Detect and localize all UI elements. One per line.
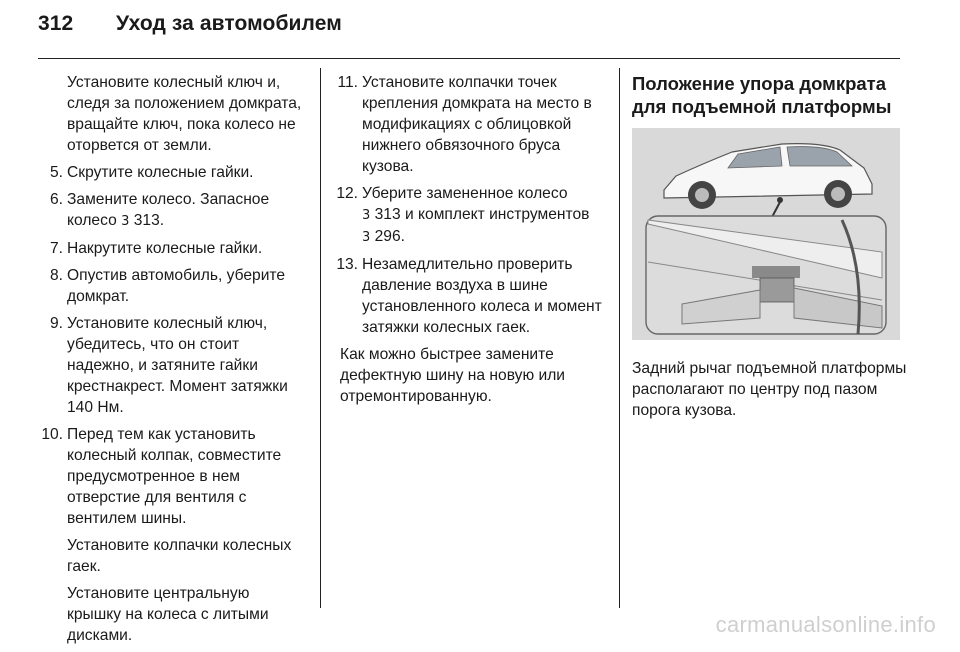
step-number: 13. (336, 256, 358, 273)
list-item (38, 238, 306, 259)
header-rule (38, 58, 900, 59)
step-text: Уберите замененное колесо (362, 185, 568, 202)
page-ref-icon: 3 (362, 230, 371, 245)
note-paragraph: Как можно быстрее замените дефектную шину на новую или отремонтированную. (340, 346, 565, 405)
list-item (38, 189, 306, 232)
step-number: 12. (336, 185, 358, 202)
step-text: Скрутите колесные гайки. (67, 164, 254, 181)
list-item (38, 313, 306, 418)
list-item (333, 183, 605, 248)
jack-position-illustration (632, 128, 900, 340)
step-number: 5. (49, 164, 63, 181)
page-number: 312 (38, 12, 74, 35)
intro-paragraph: Установите колесный ключ и, следя за положением домкрата, вращайте ключ, пока колесо не оторвется от земли. (67, 74, 302, 154)
page-ref-link[interactable]: 313. (133, 212, 165, 229)
watermark-text: carmanualsonline.info (715, 612, 936, 637)
step-text: Перед тем как установить колесный колпак, совместите предусмотренное в нем отверстие для вентиля с вентилем шины. (67, 426, 282, 527)
lift-detail-inset (646, 216, 886, 334)
step-text: Опустив автомобиль, уберите домкрат. (67, 267, 286, 305)
section-heading: Положение упора домкрата для подъемной платформы (632, 73, 892, 117)
figure-caption: Задний рычаг подъемной платформы располагают по центру под пазом порога кузова. (632, 360, 907, 419)
list-item (333, 254, 605, 338)
instruction-paragraph: Установите центральную крышку на колеса с литыми дисками. (67, 585, 269, 644)
column-2 (333, 72, 605, 413)
page-ref-icon: 3 (362, 208, 371, 223)
page-header (38, 12, 342, 36)
step-text: Накрутите колесные гайки. (67, 240, 263, 257)
list-item (38, 162, 306, 183)
step-number: 6. (49, 191, 63, 208)
instruction-paragraph: Установите колпачки колесных гаек. (67, 537, 292, 575)
step-number: 11. (337, 74, 358, 91)
page-ref-icon: 3 (121, 214, 130, 229)
page-ref-link[interactable]: 313 и комплект инструментов (374, 206, 590, 223)
step-number: 9. (49, 315, 63, 332)
list-item (38, 265, 306, 307)
page-title: Уход за автомобилем (116, 12, 342, 35)
page-ref-link[interactable]: 296. (374, 228, 405, 245)
step-text: Установите колпачки точек крепления домкрата на место в модификациях с облицовкой нижнего обвязочного бруса кузова. (362, 74, 592, 175)
column-1 (38, 72, 306, 652)
column-3 (632, 72, 907, 427)
step-number: 7. (49, 240, 63, 257)
step-number: 10. (41, 426, 63, 443)
step-text: Незамедлительно проверить давление воздуха в шине установленного колеса и момент затяжки колесных гаек. (362, 256, 602, 336)
column-divider-1 (320, 68, 321, 608)
step-text: Установите колесный ключ, убедитесь, что он стоит надежно, и затяните гайки крестнакрест. Момент затяжки 140 Нм. (67, 315, 288, 416)
step-number: 8. (49, 267, 63, 284)
list-item (38, 424, 306, 529)
list-item (333, 72, 605, 177)
column-divider-2 (619, 68, 620, 608)
step-text: Замените колесо. Запасное колесо (67, 191, 270, 229)
